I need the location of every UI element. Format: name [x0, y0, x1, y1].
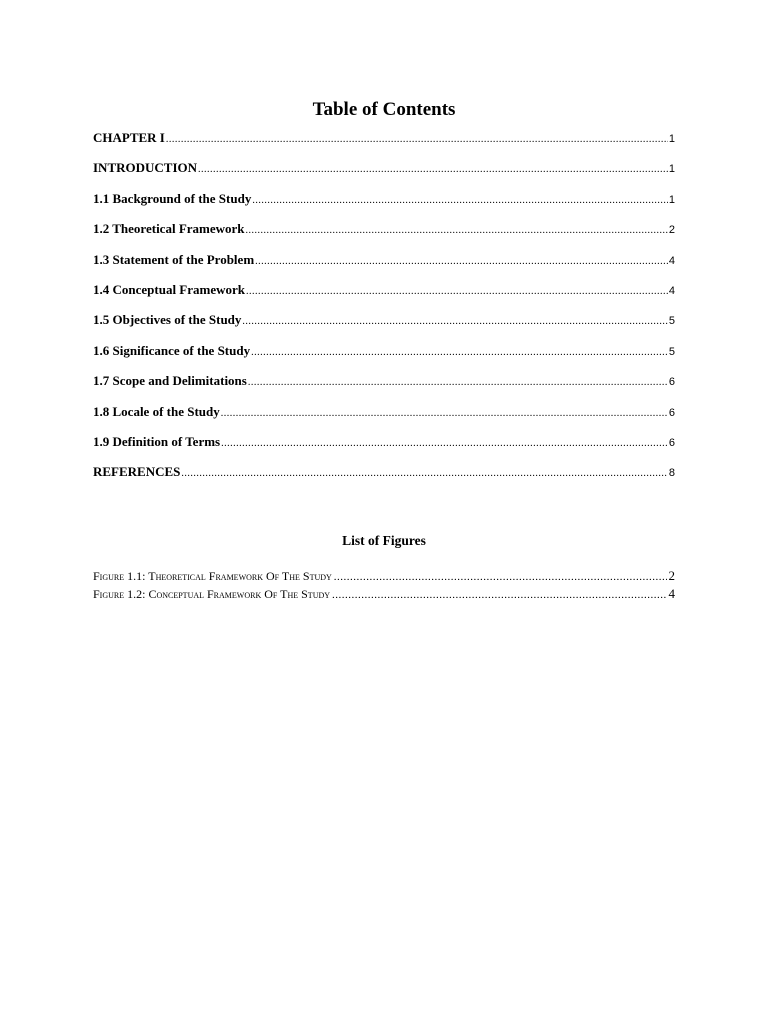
- toc-entry-label: 1.2 Theoretical Framework: [93, 221, 245, 237]
- toc-entry-page: 2: [668, 224, 675, 237]
- lof-title: List of Figures: [342, 533, 426, 548]
- dot-leader: [246, 286, 668, 297]
- dot-leader: [242, 316, 667, 327]
- lof-entry-figure-1-2[interactable]: [93, 586, 675, 604]
- toc-entry-page: 4: [668, 254, 675, 267]
- toc-entry-label: 1.9 Definition of Terms: [93, 433, 221, 449]
- toc-title: Table of Contents: [312, 99, 456, 120]
- toc-entry-label: 1.1 Background of the Study: [93, 190, 252, 206]
- toc-entry-label: 1.7 Scope and Delimitations: [93, 373, 247, 389]
- lof-entry-page: 2: [668, 568, 675, 583]
- toc-entry-label: CHAPTER I: [93, 130, 165, 145]
- toc-entry-page: 8: [668, 467, 675, 480]
- toc-entry-page: 5: [668, 345, 675, 358]
- toc-entry-page: 5: [668, 315, 675, 328]
- toc-entry-label: 1.5 Objectives of the Study: [93, 312, 242, 328]
- toc-entry-label: 1.8 Locale of the Study: [93, 403, 220, 419]
- toc-entry-scope[interactable]: [93, 373, 675, 403]
- toc-entry-references[interactable]: [93, 464, 675, 494]
- toc-entry-page: 1: [668, 133, 675, 145]
- dot-leader: [332, 589, 666, 601]
- toc-entry-conceptual-framework[interactable]: [93, 282, 675, 312]
- toc-entry-statement-of-problem[interactable]: [93, 252, 675, 282]
- toc-entry-significance[interactable]: [93, 343, 675, 373]
- toc-entry-page: 6: [668, 406, 675, 419]
- toc-entry-label: INTRODUCTION: [93, 160, 198, 176]
- toc-entry-theoretical-framework[interactable]: [93, 221, 675, 251]
- toc-entry-page: 4: [668, 284, 675, 297]
- toc-entry-label: 1.4 Conceptual Framework: [93, 281, 246, 297]
- lof-entry-label: Figure 1.1: Theoretical Framework Of The Study: [93, 569, 332, 583]
- toc-entry-page: 1: [668, 193, 675, 206]
- dot-leader: [181, 468, 667, 479]
- toc-entry-locale[interactable]: [93, 404, 675, 434]
- toc-entry-objectives[interactable]: [93, 312, 675, 342]
- dot-leader: [252, 195, 668, 206]
- lof-entry-figure-1-1[interactable]: [93, 568, 675, 586]
- dot-leader: [166, 134, 668, 145]
- dot-leader: [198, 164, 668, 175]
- dot-leader: [248, 377, 668, 388]
- toc-entry-introduction[interactable]: [93, 160, 675, 190]
- dot-leader: [251, 347, 668, 358]
- toc-entry-label: REFERENCES: [93, 464, 181, 480]
- dot-leader: [221, 408, 668, 419]
- toc-entry-page: 6: [668, 436, 675, 449]
- toc-entry-page: 6: [668, 376, 675, 389]
- toc-entry-definition-of-terms[interactable]: [93, 434, 675, 464]
- toc-list: [93, 130, 675, 495]
- lof-entry-label: Figure 1.2: Conceptual Framework Of The Study: [93, 587, 331, 601]
- lof-entry-page: 4: [668, 586, 675, 601]
- dot-leader: [334, 571, 667, 583]
- toc-entry-label: 1.6 Significance of the Study: [93, 342, 251, 358]
- toc-entry-page: 1: [668, 163, 675, 176]
- toc-entry-background[interactable]: [93, 191, 675, 221]
- dot-leader: [246, 225, 668, 236]
- toc-entry-label: 1.3 Statement of the Problem: [93, 251, 255, 267]
- toc-entry-chapter-1[interactable]: [93, 130, 675, 160]
- lof-list: [93, 568, 675, 604]
- dot-leader: [221, 438, 668, 449]
- dot-leader: [255, 256, 668, 267]
